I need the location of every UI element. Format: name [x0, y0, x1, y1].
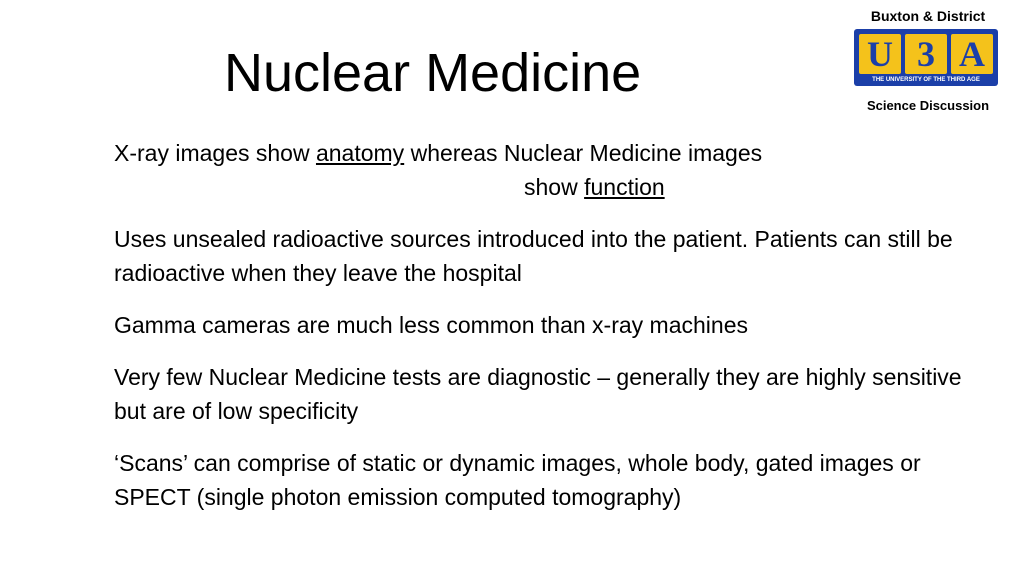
anatomy-emphasis: anatomy [315, 140, 405, 166]
point-unsealed-sources: Uses unsealed radioactive sources introduced into the patient. Patients can still be radioactive when they leave the hospital [114, 226, 953, 286]
point-gamma-cameras: Gamma cameras are much less common than x-ray machines [114, 312, 748, 338]
point-line-2 [114, 170, 964, 204]
point-text: whereas Nuclear Medicine images [404, 140, 763, 166]
point-text: X-ray images show [114, 140, 316, 166]
point-text: show [524, 174, 585, 200]
logo-bottom-text: Science Discussion [866, 98, 990, 113]
slide-body [114, 136, 964, 532]
logo-letter-u: U [859, 34, 901, 74]
point-diagnostic: Very few Nuclear Medicine tests are diagnostic – generally they are highly sensitive but are of low specificity [114, 364, 962, 424]
point-line-1 [114, 136, 964, 170]
logo-badge [854, 29, 998, 86]
point-scans: ‘Scans’ can comprise of static or dynamic images, whole body, gated images or SPECT (single photon emission computed tomography) [114, 450, 921, 510]
point-anatomy-function [114, 136, 964, 204]
slide-title: Nuclear Medicine [224, 43, 642, 103]
logo-top-text: Buxton & District [870, 8, 986, 24]
logo-tagline: THE UNIVERSITY OF THE THIRD AGE [872, 77, 980, 83]
logo-letter-a: A [951, 34, 993, 74]
logo-letter-3: 3 [905, 34, 947, 74]
function-emphasis: function [584, 174, 665, 200]
